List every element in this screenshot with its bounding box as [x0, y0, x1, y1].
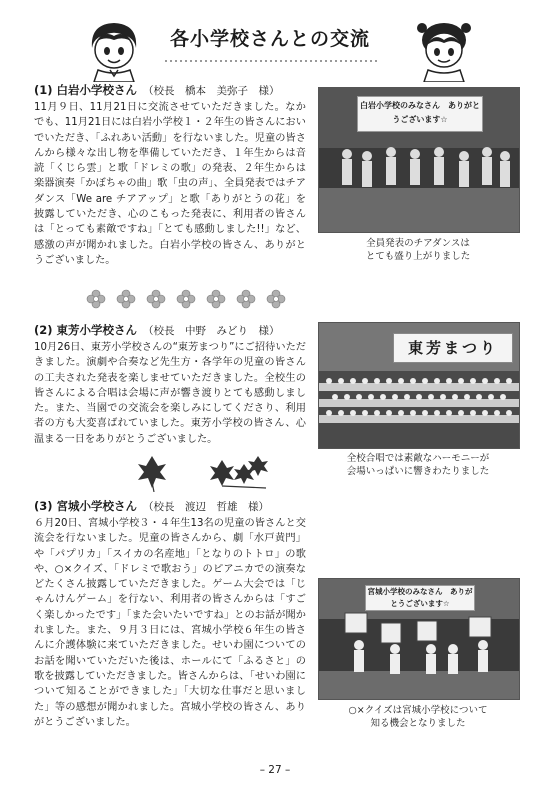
section-2-school: 東芳小学校さん — [56, 323, 138, 337]
autumn-leaves-icon — [136, 452, 286, 492]
section-1-body-text: 11月９日、11月21日に交流させていただきました。なかでも、11月21日には白岩小学校１・２年生の皆さんにおいでいただき、「ふれあい活動」を行ないました。児童の皆さんから様々な出し物を準備していただき、１年生からは音読「くじら雲」と歌「ドレミの歌」の発表、２年生からは楽器演奏「かぼちゃの曲」歌「虫の声」、全員発表ではチアダンス「We are チアアップ」と歌「ありがとうの花」を披露していただき、心のこもった発表に、利用者の皆さんは「とっても素敵ですね」「とても感動しました!!」など、感激の声が聞かれました。白岩小学校の皆さん、ありがとうございました。 — [34, 102, 306, 266]
section-1-caption — [318, 237, 518, 263]
page-title: 各小学校さんとの交流 — [169, 28, 370, 50]
section-1-school: 白岩小学校さん — [56, 83, 138, 97]
section-2-principal: （校長 中野 みどり 様） — [143, 325, 280, 337]
section-1-photo — [318, 87, 520, 233]
section-2-body — [34, 340, 306, 447]
section-2-heading — [34, 322, 280, 338]
section-3-principal: （校長 渡辺 哲雄 様） — [143, 501, 270, 513]
section-3-school: 宮城小学校さん — [56, 499, 138, 513]
section-3-number: (3) — [34, 499, 53, 513]
section-1-heading — [34, 82, 280, 98]
section-1-number: (1) — [34, 83, 53, 97]
section-2-photo-banner: 東芳まつり — [393, 333, 513, 363]
page-number: – 27 – — [259, 764, 291, 776]
section-2-caption-line-1: 全校合唱では素敵なハーモニーが — [346, 453, 490, 464]
section-2-number: (2) — [34, 323, 53, 337]
section-3-caption-line-1: ○×クイズは宮城小学校について — [348, 705, 488, 716]
section-1-body — [34, 100, 306, 268]
section-2-caption-line-2: 会場いっぱいに響きわたりました — [346, 466, 490, 477]
flower-divider-icon — [82, 288, 302, 310]
section-2-caption — [318, 452, 518, 478]
section-3-heading — [34, 498, 269, 514]
section-2-photo — [318, 322, 520, 449]
title-underline — [165, 58, 380, 64]
section-3-photo — [318, 578, 520, 700]
section-3-caption — [318, 704, 518, 730]
section-2-body-text: 10月26日、東芳小学校さんの“東芳まつり”にご招待いただきました。演劇や合奏など先生方・各学年の児童の皆さんの工夫された発表を楽しませていただきました。全校生の皆さんによる合唱は会場に声が響き渡りとても感動しました。また、当園での交流会を楽しみにしてくださり、利用者の方も大変喜ばれていました。東芳小学校の皆さん、心温まる一日をありがとうございました。 — [34, 342, 306, 445]
section-1-photo-banner: 白岩小学校のみなさん ありがとうございます☆ — [357, 96, 483, 132]
section-3-body-text: ６月20日、宮城小学校３・４年生13名の児童の皆さんと交流会を行ないました。児童の皆さんから、劇「水戸黄門」や「パプリカ」「スイカの名産地」「となりのトトロ」の歌や、○×クイズ、「ドレミで歌おう」のピアニカでの演奏などたくさん披露していただきました。ゲーム大会では「じゃんけんゲーム」を行ない、利用者の皆さんからは「すごく楽しかったです」「また会いたいですね」とのお話が聞かれました。また、９月３日には、宮城小学校６年生の皆さんに介護体験に来ていただきました。せいわ園についてのお話を聞いていただいた後は、ホールにて「ふるさと」の歌を披露していただきました。皆さんからは、「せいわ園について知ることができました」「大切な仕事だと思いました」等の感想が聞かれました。宮城小学校の皆さん、ありがとうございました。 — [34, 518, 306, 728]
girl-illustration-icon — [414, 18, 474, 82]
section-1-principal: （校長 橋本 美弥子 様） — [143, 85, 280, 97]
section-1-caption-line-1: 全員発表のチアダンスは — [366, 238, 470, 249]
section-3-caption-line-2: 知る機会となりました — [370, 718, 466, 729]
section-1-caption-line-2: とても盛り上がりました — [365, 251, 471, 262]
section-3-body — [34, 516, 306, 730]
section-3-photo-banner: 宮城小学校のみなさん ありがとうございます☆ — [365, 585, 475, 611]
